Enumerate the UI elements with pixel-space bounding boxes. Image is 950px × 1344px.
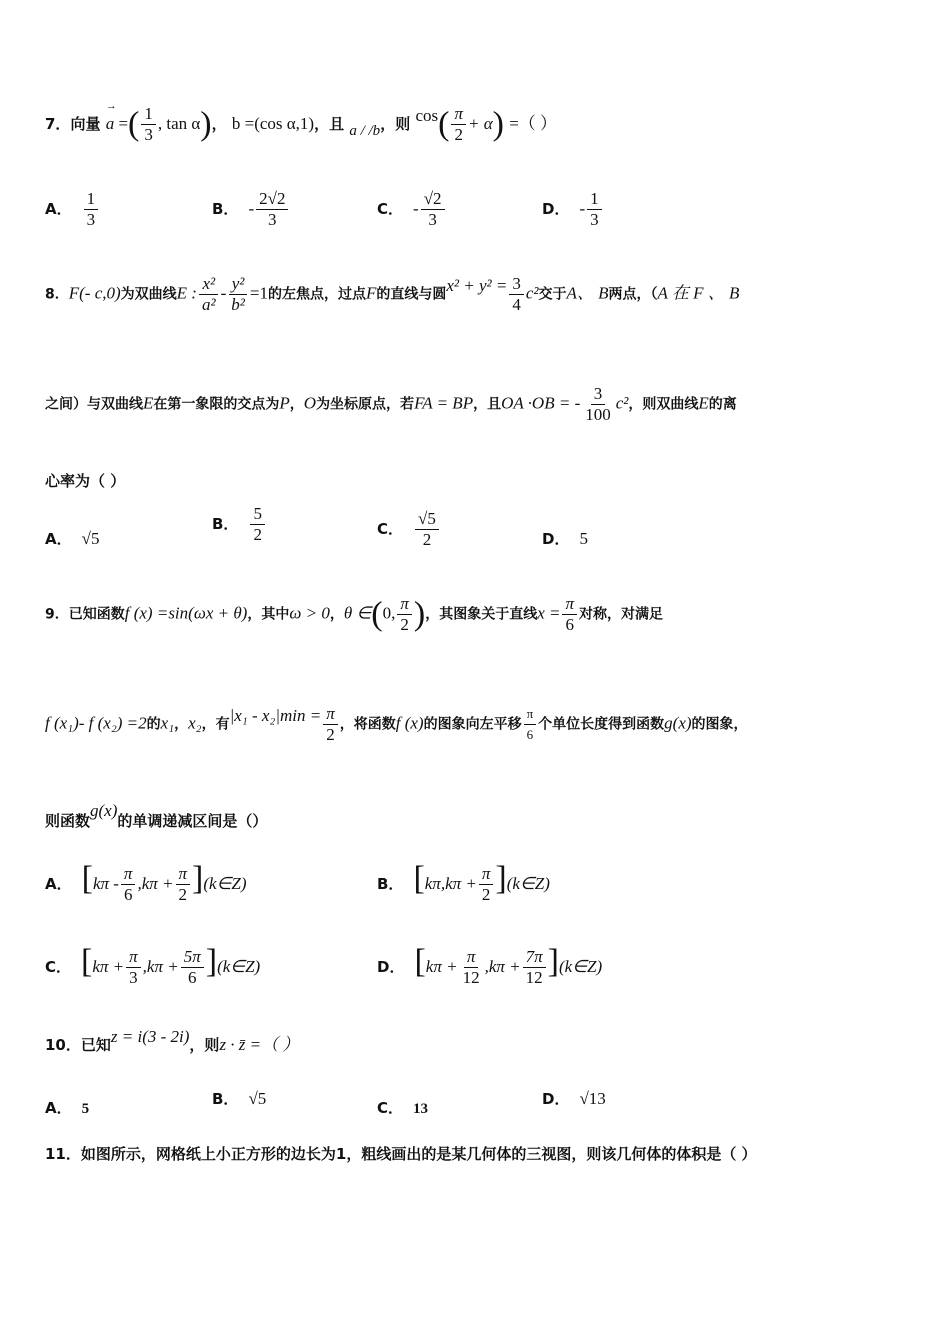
question-7-stem: 7．向量 → a =( $\frac{1}{3}$ , tan α)， b =(cos α,1)，且 a / /b，则 cos( $\frac{\pi}{2}$ + α) =（ ）: [45, 105, 557, 144]
question-8-line-3: 心率为（ ）: [45, 472, 126, 490]
q7-option-a[interactable]: A． $\frac{1}{3}$: [45, 190, 100, 229]
q9-option-a[interactable]: A． [kπ - $\frac{\pi}{6}$ ,kπ + $\frac{\pi}{2}$ ](k∈Z): [45, 860, 247, 904]
question-11-stem: 11．如图所示，网格纸上小正方形的边长为1，粗线画出的是某几何体的三视图，则该几何体的体积是（ ）: [45, 1145, 757, 1163]
question-8-line-2: 之间）与双曲线E在第一象限的交点为P，O为坐标原点，若FA = BP，且OA ·OB = - $\frac{3}{100}$ c²，则双曲线E的离: [45, 384, 737, 424]
q9-option-c[interactable]: C． [kπ + $\frac{\pi}{3}$ ,kπ + $\frac{5\pi}{6}$ ](k∈Z): [45, 943, 261, 987]
q7-option-d[interactable]: D． - $\frac{1}{3}$: [542, 190, 604, 229]
question-9-line-1: 9．已知函数f (x) =sin(ωx + θ)，其中ω > 0，θ ∈(0, $\frac{\pi}{2}$ )，其图象关于直线x = $\frac{\pi}{6}$ 对称，对满足: [45, 594, 664, 634]
q9-option-d[interactable]: D． [kπ + $\frac{\pi}{12}$ ,kπ + $\frac{7\pi}{12}$ ](k∈Z): [377, 943, 603, 987]
q8-option-c[interactable]: C． $\frac{√5}{2}$: [377, 510, 441, 549]
q7-option-b[interactable]: B． - $\frac{2√2}{3}$: [212, 190, 290, 229]
q10-option-b[interactable]: B． √5: [212, 1089, 267, 1108]
q8-option-d[interactable]: D． 5: [542, 529, 588, 548]
q8-option-a[interactable]: A． √5: [45, 529, 100, 548]
question-10-stem: 10．已知z = i(3 - 2i)，则z · z̄ =（ ）: [45, 1027, 300, 1054]
q7-option-c[interactable]: C． - $\frac{√2}{3}$: [377, 190, 447, 229]
q10-option-a[interactable]: A． 5: [45, 1099, 90, 1117]
q8-option-b[interactable]: B． $\frac{5}{2}$: [212, 505, 267, 544]
question-9-line-2: f (x₁)- f (x₂) =2的x₁，x₂，有|x₁ - x₂|min = $\frac{\pi}{2}$ ，将函数f (x)的图象向左平移 $\frac{\pi}{6}$ 个单位长度得到函数g(x)的图象，: [45, 704, 748, 744]
q10-option-d[interactable]: D． √13: [542, 1089, 606, 1108]
question-9-line-3: 则函数g(x)的单调递减区间是（）: [45, 801, 268, 830]
q9-option-b[interactable]: B． [kπ,kπ + $\frac{\pi}{2}$ ](k∈Z): [377, 860, 550, 904]
question-8-line-1: 8．F(- c,0)为双曲线E : $\frac{\text{x²}}{\text{a²}}$ - $\frac{\text{y²}}{\text{b²}}$ =1的左焦点，过点F的直线与圆x² + y² = $\frac{3}{4}$ c²交于A、 B两点，（A 在 F 、 B: [45, 274, 740, 314]
q10-option-c[interactable]: C． 13: [377, 1099, 429, 1117]
